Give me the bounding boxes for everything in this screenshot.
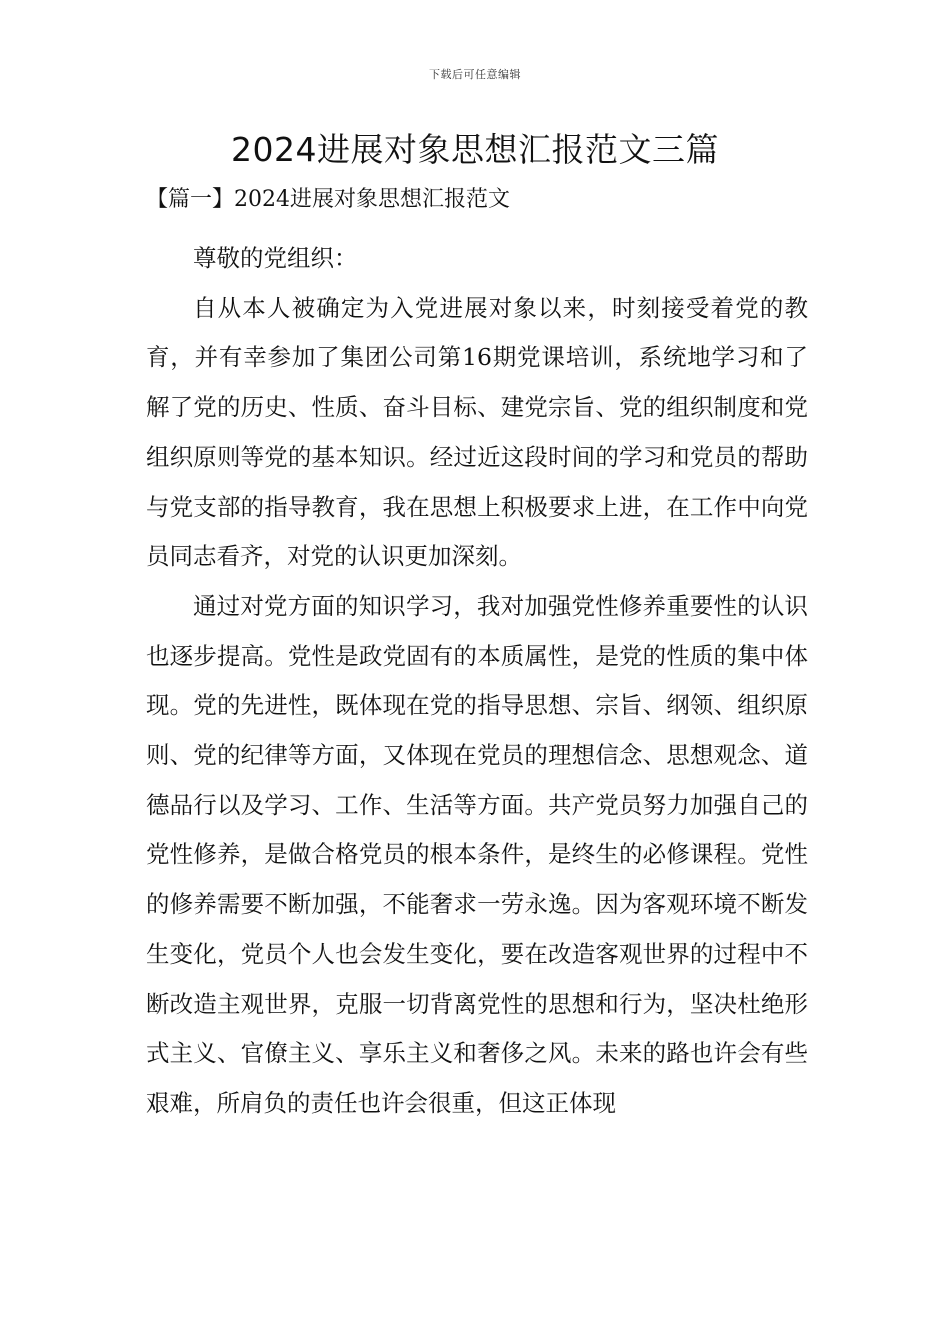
- paragraph-2: 通过对党方面的知识学习，我对加强党性修养重要性的认识也逐步提高。党性是政党固有的本质属性，是党的性质的集中体现。党的先进性，既体现在党的指导思想、宗旨、纲领、组织原则、党的纪律等方面，又体现在党员的理想信念、思想观念、道德品行以及学习、工作、生活等方面。共产党员努力加强自己的党性修养，是做合格党员的根本条件，是终生的必修课程。党性的修养需要不断加强，不能奢求一劳永逸。因为客观环境不断发生变化，党员个人也会发生变化，要在改造客观世界的过程中不断改造主观世界，克服一切背离党性的思想和行为，坚决杜绝形式主义、官僚主义、享乐主义和奢侈之风。未来的路也许会有些艰难，所肩负的责任也许会很重，但这正体现: [146, 591, 808, 1117]
- document-title: 2024进展对象思想汇报范文三篇: [231, 130, 719, 169]
- document-body: [146, 234, 808, 1129]
- header-note: 下载后可任意编辑: [429, 68, 521, 81]
- section-heading: 【篇一】2024进展对象思想汇报范文: [146, 187, 510, 212]
- salutation: 尊敬的党组织：: [193, 244, 358, 272]
- paragraph-1: 自从本人被确定为入党进展对象以来，时刻接受着党的教育，并有幸参加了集团公司第16期党课培训，系统地学习和了解了党的历史、性质、奋斗目标、建党宗旨、党的组织制度和党组织原则等党的基本知识。经过近这段时间的学习和党员的帮助与党支部的指导教育，我在思想上积极要求上进，在工作中向党员同志看齐，对党的认识更加深刻。: [146, 293, 808, 571]
